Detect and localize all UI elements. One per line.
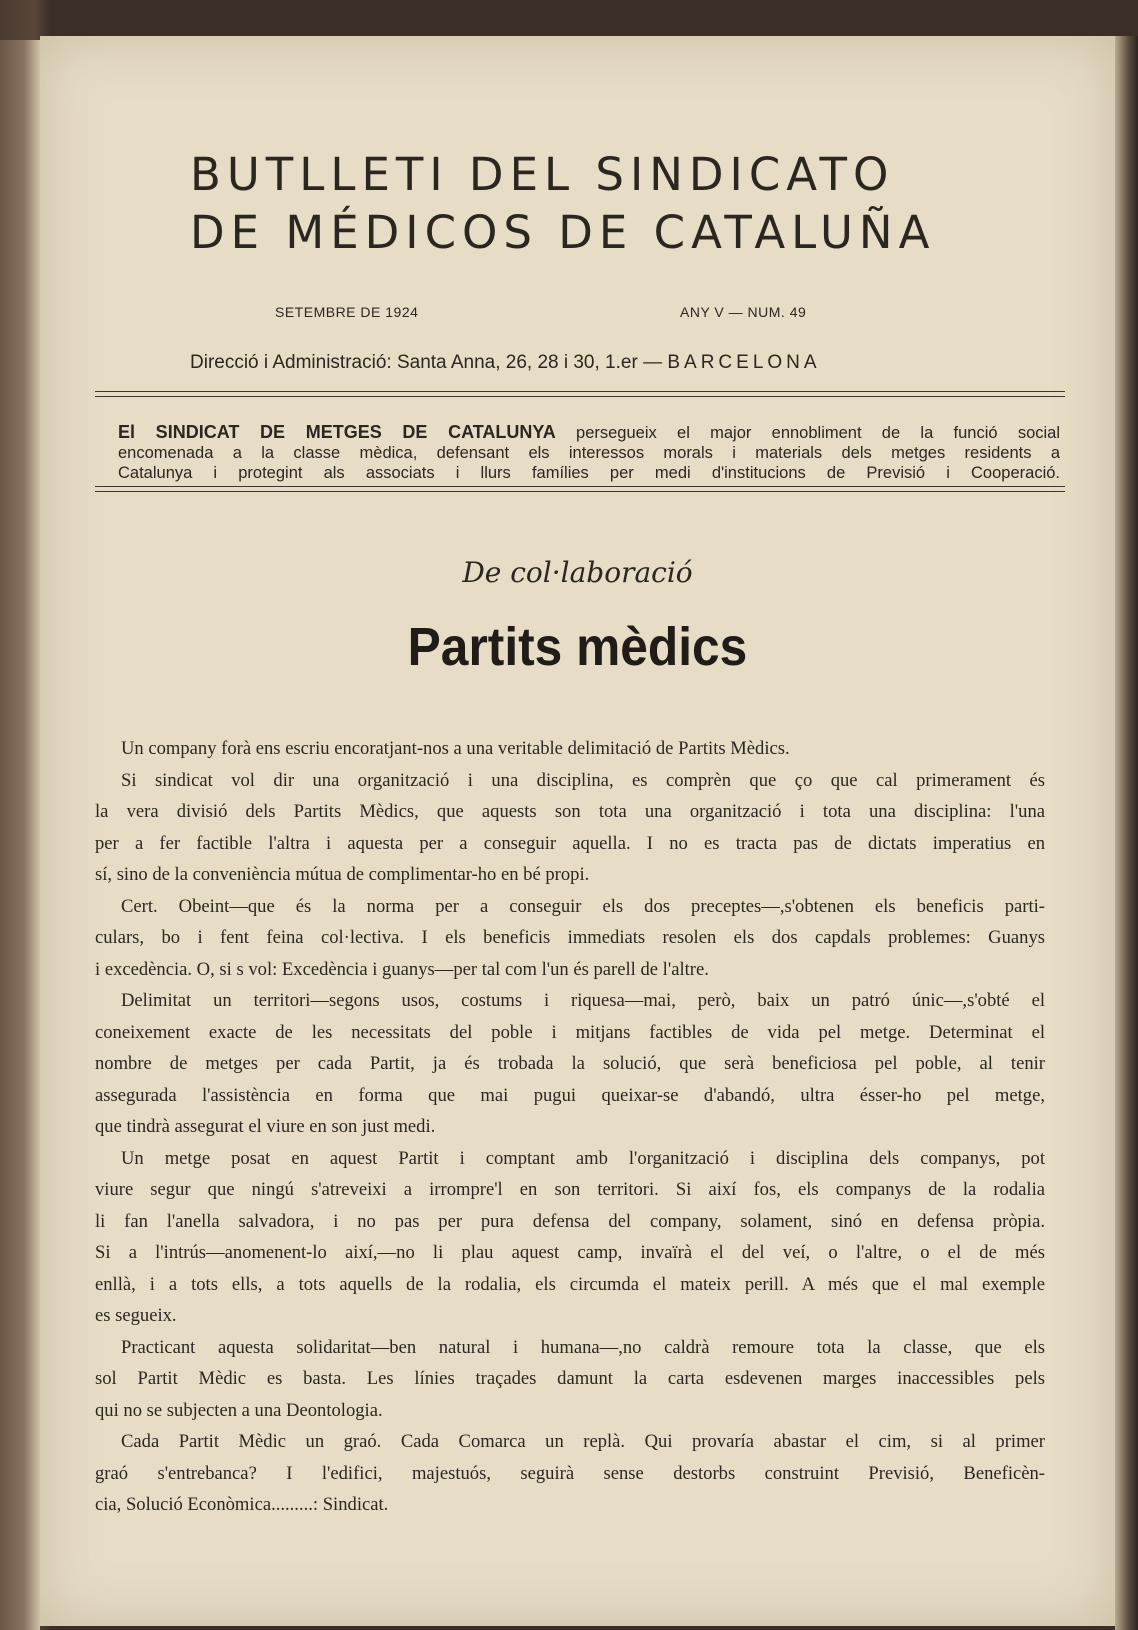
body-line: Si a l'intrús—anomenent-lo així,—no li plau aquest camp, invaïrà el del veí, o l'altre, o el de més	[95, 1242, 1045, 1263]
mission-line-2: encomenada a la classe mèdica, defensant els interessos morals i materials dels metges residents a	[118, 444, 1060, 462]
body-line: li fan l'anella salvadora, i no pas per pura defensa del company, solament, sinó en defensa pròpia.	[95, 1210, 1045, 1232]
body-line: Un company forà ens escriu encoratjant-nos a una veritable delimitació de Partits Mèdics.	[121, 738, 790, 759]
body-line: culars, bo i fent feina col·lectiva. I els beneficis immediats resolen els dos capdals problemes: Guanys	[95, 927, 1045, 948]
mission-lead: El SINDICAT DE METGES DE CATALUNYA	[118, 422, 556, 442]
bottom-rule-2	[95, 491, 1065, 492]
issue-date: SETEMBRE DE 1924	[275, 304, 419, 320]
issue-number: ANY V — NUM. 49	[680, 304, 807, 320]
mission-line-3: Catalunya i protegint als associats i llurs famílies per medi d'institucions de Previsió i Cooperació.	[118, 464, 1060, 482]
previous-page-edge	[0, 40, 40, 1630]
mission-line-1	[118, 422, 1060, 443]
body-line: la vera divisió dels Partits Mèdics, que aquests son tota una organització i tota una disciplina: l'una	[95, 801, 1045, 822]
body-line: nombre de metges per cada Partit, ja és trobada la solució, que serà beneficiosa pel poble, al tenir	[95, 1053, 1045, 1074]
body-line: cia, Solució Econòmica.........: Sindicat.	[95, 1494, 389, 1515]
mission-line1-rest: persegueix el major ennobliment de la funció social	[576, 424, 1060, 442]
masthead	[190, 146, 960, 262]
section-kicker: De col·laboració	[462, 556, 693, 589]
body-line: graó s'entrebanca? I l'edifici, majestuós, seguirà sense destorbs construint Previsió, Beneficèn-	[95, 1462, 1045, 1484]
top-rule-1	[95, 391, 1065, 392]
top-rule-2	[95, 396, 1065, 397]
body-line: que tindrà assegurat el viure en son just medi.	[95, 1116, 436, 1137]
body-line: sol Partit Mèdic es basta. Les línies traçades damunt la carta esdevenen marges inaccessibles pels	[95, 1368, 1045, 1389]
masthead-title-line1: BUTLLETI DEL SINDICATO	[190, 148, 895, 201]
body-line: Un metge posat en aquest Partit i comptant amb l'organització i disciplina dels companys, pot	[121, 1147, 1045, 1169]
body-line: Delimitat un territori—segons usos, costums i riquesa—mai, però, baix un patró únic—,s'obté el	[121, 990, 1045, 1011]
body-line: enllà, i a tots ells, a tots aquells de la rodalia, els circumda el mateix perill. A més que el mal exemple	[95, 1273, 1045, 1295]
book-spine-edge	[1115, 36, 1138, 1630]
body-line: Cada Partit Mèdic un graó. Cada Comarca un replà. Qui provaría abastar el cim, si al primer	[121, 1431, 1045, 1452]
body-line: viure segur que ningú s'atreveixi a irrompre'l en son territori. Si així fos, els companys de la rodalia	[95, 1179, 1045, 1200]
body-line: Practicant aquesta solidaritat—ben natural i humana—,no caldrà remoure tota la classe, que els	[121, 1336, 1045, 1358]
newsletter-page	[40, 36, 1115, 1626]
body-line: assegurada l'assistència en forma que mai pugui queixar-se d'abandó, ultra ésser-ho pel metge,	[95, 1084, 1045, 1106]
article-title: Partits mèdics	[407, 617, 748, 677]
masthead-title-line2: DE MÉDICOS DE CATALUÑA	[190, 206, 936, 259]
address-city: BARCELONA	[667, 352, 821, 373]
body-line: Si sindicat vol dir una organització i una disciplina, es comprèn que ço que cal primerament és	[121, 769, 1045, 791]
body-line: per a fer factible l'altra i aquesta per a conseguir aquella. I no es tracta pas de dictats imperatius en	[95, 832, 1045, 854]
bottom-rule-1	[95, 486, 1065, 487]
body-line: qui no se subjecten a una Deontologia.	[95, 1399, 383, 1421]
body-line: es segueix.	[95, 1305, 177, 1326]
body-line: Cert. Obeint—que és la norma per a conseguir els dos preceptes—,s'obtenen els beneficis parti-	[121, 895, 1045, 917]
body-line: i excedència. O, si s vol: Excedència i guanys—per tal com l'un és parell de l'altre.	[95, 958, 709, 980]
body-line: coneixement exacte de les necessitats del poble i mitjans factibles de vida pel metge. Determinat el	[95, 1021, 1045, 1043]
mission-statement	[118, 422, 1060, 483]
address-line	[190, 352, 960, 374]
body-line: sí, sino de la conveniència mútua de complimentar-ho en bé propi.	[95, 864, 590, 885]
address-text: Direcció i Administració: Santa Anna, 26, 28 i 30, 1.er —	[190, 352, 663, 373]
article-body	[95, 733, 1045, 1521]
